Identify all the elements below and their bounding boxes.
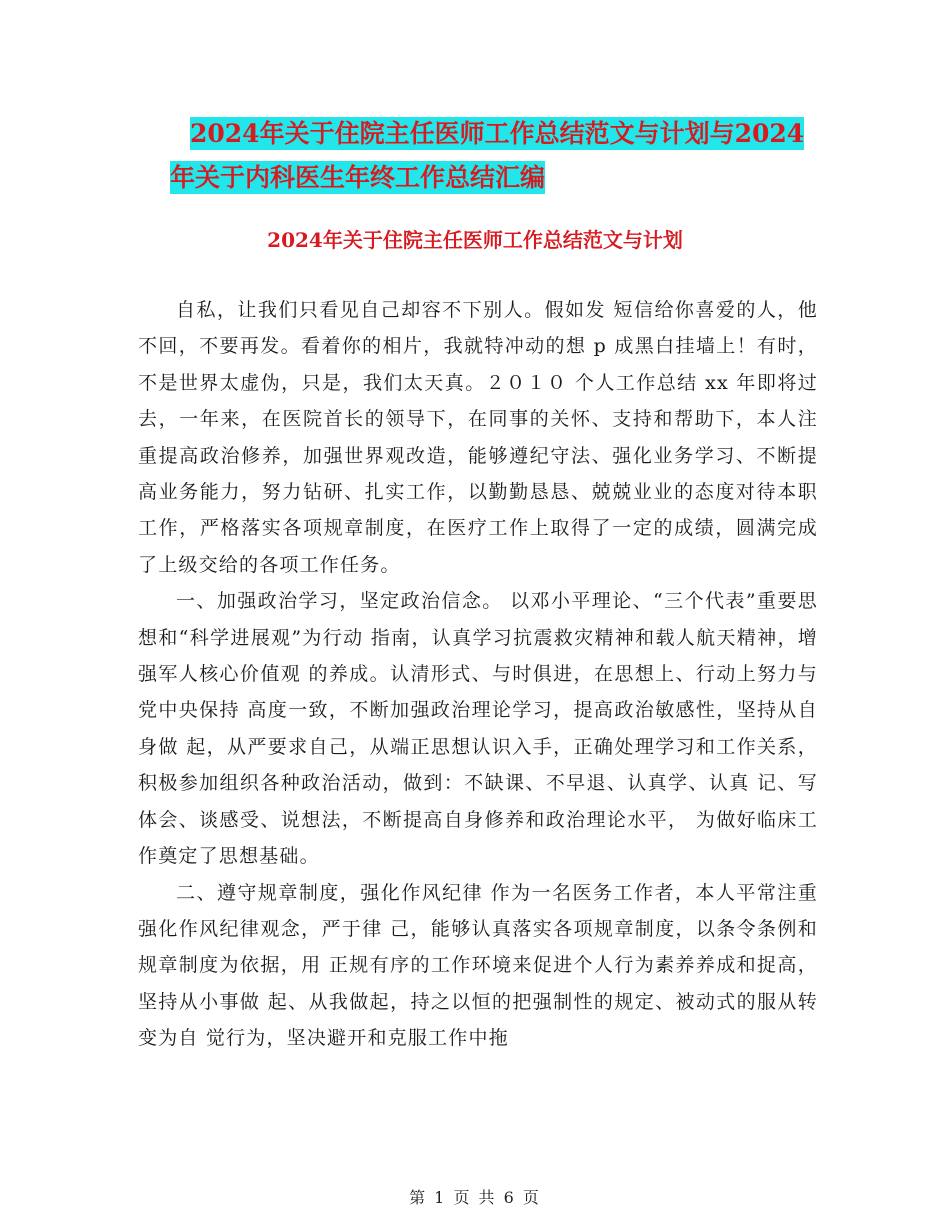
section-title: 2024年关于住院主任医师工作总结范文与计划 <box>267 228 683 252</box>
document-title <box>170 112 820 200</box>
document-title-line1: 2024年关于住院主任医师工作总结范文与计划与2024 <box>190 119 805 148</box>
paragraph-intro: 自私，让我们只看见自己却容不下别人。假如发 短信给你喜爱的人，他不回，不要再发。看着你的相片，我就特冲动的想 p 成黑白挂墙上！有时，不是世界太虚伪，只是，我们太天真。２０１０ 个人工作总结 xx 年即将过去，一年来，在医院首长的领导下，在同事的关怀、支持和帮助下，本人注重提高政治修养，加强世界观改造，能够遵纪守法、强化业务学习、不断提高业务能力，努力钻研、扎实工作，以勤勤恳恳、兢兢业业的态度对待本职工作，严格落实各项规章制度，在医疗工作上取得了一定的成绩，圆满完成了上级交给的各项工作任务。 <box>138 299 818 576</box>
document-body <box>138 292 818 1057</box>
page-footer: 第 1 页 共 6 页 <box>409 1188 541 1207</box>
paragraph-politics: 一、加强政治学习，坚定政治信念。 以邓小平理论、“三个代表”重要思想和“科学进展观”为行动 指南，认真学习抗震救灾精神和载人航天精神，增强军人核心价值观 的养成。认清形式、与时俱进，在思想上、行动上努力与党中央保持 高度一致，不断加强政治理论学习，提高政治敏感性，坚持从自身做 起，从严要求自己，从端正思想认识入手，正确处理学习和工作关系， 积极参加组织各种政治活动，做到：不缺课、不早退、认真学、认真 记、写体会、谈感受、说想法，不断提高自身修养和政治理论水平， 为做好临床工作奠定了思想基础。 <box>138 590 818 868</box>
document-title-line2: 年关于内科医生年终工作总结汇编 <box>170 163 546 192</box>
paragraph-discipline: 二、遵守规章制度，强化作风纪律 作为一名医务工作者，本人平常注重强化作风纪律观念，严于律 己，能够认真落实各项规章制度，以条令条例和规章制度为依据，用 正规有序的工作环境来促进个人行为素养养成和捉高，坚持从小事做 起、从我做起，持之以恒的把强制性的规定、被动式的服从转变为自 觉行为，坚决避开和克服工作中拖 <box>138 881 818 1050</box>
